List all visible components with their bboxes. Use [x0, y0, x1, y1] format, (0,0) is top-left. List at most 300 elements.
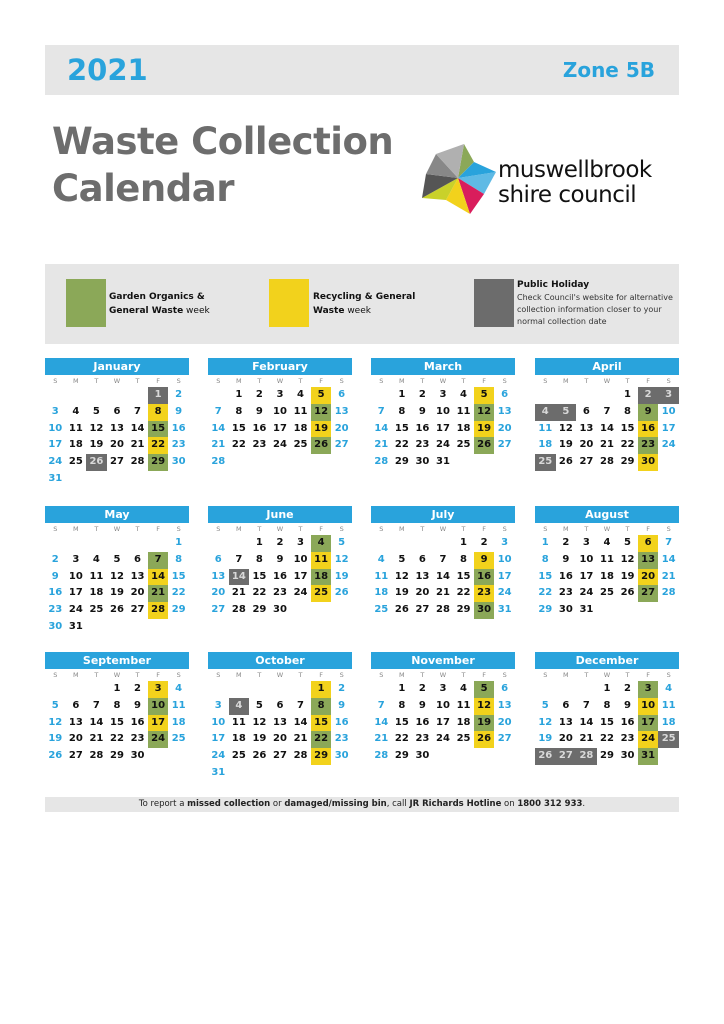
month-title: January — [45, 358, 189, 375]
day-cell: 27 — [130, 604, 145, 616]
weekday-label: T — [298, 377, 303, 385]
month-title: September — [45, 652, 189, 669]
header-bar — [45, 45, 679, 95]
day-cell: 9 — [338, 699, 346, 711]
day-cell: 19 — [252, 733, 267, 745]
day-cell: 10 — [68, 570, 83, 582]
month-title: June — [208, 506, 352, 523]
day-cell: 19 — [474, 715, 495, 732]
day-cell: 29 — [456, 604, 471, 616]
garden-swatch — [66, 279, 106, 327]
footer-bar — [45, 797, 679, 812]
weekday-label: S — [339, 377, 344, 385]
day-cell: 17 — [497, 570, 512, 582]
day-grid — [208, 681, 352, 782]
day-cell: 3 — [51, 405, 59, 417]
day-cell: 24 — [638, 731, 659, 748]
day-cell: 23 — [558, 587, 573, 599]
day-cell: 14 — [293, 716, 308, 728]
day-cell: 3 — [439, 389, 447, 400]
day-cell: 20 — [497, 716, 512, 728]
day-cell: 1 — [398, 389, 406, 400]
weekday-label: W — [603, 671, 611, 679]
day-cell: 17 — [661, 422, 676, 434]
day-cell: 19 — [334, 570, 349, 582]
weekday-label: S — [502, 377, 507, 385]
day-cell: 8 — [113, 699, 121, 711]
day-cell: 30 — [171, 456, 186, 468]
day-cell: 19 — [620, 570, 635, 582]
recycling-legend-text — [313, 290, 415, 318]
day-cell: 7 — [377, 405, 385, 417]
day-cell: 10 — [293, 553, 308, 565]
day-cell: 5 — [255, 699, 263, 711]
day-cell: 16 — [130, 716, 145, 728]
day-cell: 4 — [535, 404, 556, 421]
day-cell: 28 — [436, 604, 450, 616]
weekday-label: F — [482, 525, 486, 533]
weekday-label: W — [439, 671, 447, 679]
day-cell: 28 — [374, 750, 389, 762]
day-cell: 29 — [538, 604, 553, 616]
day-cell: 12 — [110, 570, 124, 582]
weekday-label: M — [73, 525, 79, 533]
day-cell: 31 — [497, 604, 512, 616]
day-grid — [535, 535, 679, 619]
day-cell: 20 — [638, 569, 659, 586]
weekday-label: T — [420, 377, 425, 385]
weekday-label: F — [156, 671, 160, 679]
weekday-label: W — [113, 377, 121, 385]
empty-cell — [66, 681, 87, 698]
day-cell: 15 — [600, 716, 614, 728]
holiday-swatch — [474, 279, 514, 327]
weekday-label: T — [298, 671, 303, 679]
day-cell: 22 — [538, 587, 553, 599]
day-cell: 23 — [171, 439, 186, 451]
day-cell: 5 — [541, 699, 549, 711]
day-cell: 12 — [538, 716, 553, 728]
day-cell: 31 — [68, 620, 83, 632]
weekday-label: M — [73, 671, 79, 679]
day-cell: 13 — [334, 405, 349, 417]
day-cell: 30 — [415, 750, 430, 762]
weekday-label: M — [236, 671, 242, 679]
day-cell: 9 — [255, 405, 263, 417]
weekday-label: T — [94, 525, 99, 533]
day-cell: 26 — [252, 750, 267, 762]
day-cell: 26 — [394, 604, 409, 616]
weekday-label: S — [216, 377, 221, 385]
day-cell: 6 — [582, 405, 590, 417]
day-cell: 4 — [377, 553, 385, 565]
day-cell: 29 — [600, 750, 614, 762]
weekday-label: W — [439, 525, 447, 533]
day-cell: 20 — [211, 587, 226, 599]
day-cell: 12 — [252, 716, 267, 728]
recycling-swatch — [269, 279, 309, 327]
day-cell: 23 — [252, 439, 267, 451]
weekday-header — [371, 669, 515, 681]
weekday-header — [371, 375, 515, 387]
day-cell: 2 — [276, 537, 284, 548]
day-cell: 9 — [638, 404, 659, 421]
day-cell: 13 — [68, 716, 83, 728]
weekday-label: S — [379, 671, 384, 679]
day-cell: 17 — [579, 570, 594, 582]
weekday-label: M — [73, 377, 79, 385]
empty-cell — [597, 387, 618, 404]
footer-text-2: or — [270, 799, 285, 809]
weekday-header — [535, 375, 679, 387]
recycling-legend-line-2-suffix: week — [344, 306, 371, 316]
zone-label: Zone 5B — [562, 58, 655, 82]
day-cell: 13 — [415, 570, 430, 582]
weekday-label: T — [420, 525, 425, 533]
holiday-legend-text — [517, 278, 673, 328]
month-august — [535, 506, 679, 619]
month-january — [45, 358, 189, 488]
day-grid — [535, 681, 679, 765]
weekday-label: S — [379, 525, 384, 533]
weekday-label: W — [603, 525, 611, 533]
day-cell: 11 — [231, 716, 246, 728]
weekday-label: F — [646, 525, 650, 533]
day-cell: 25 — [374, 604, 389, 616]
holiday-legend-line-3: normal collection date — [517, 317, 607, 326]
month-title: October — [208, 652, 352, 669]
weekday-label: F — [319, 671, 323, 679]
day-grid — [45, 535, 189, 636]
day-cell: 14 — [374, 422, 389, 434]
day-cell: 17 — [48, 439, 63, 451]
day-cell: 27 — [211, 604, 226, 616]
day-cell: 20 — [273, 733, 287, 745]
weekday-label: S — [379, 377, 384, 385]
day-grid — [371, 681, 515, 765]
day-cell: 31 — [579, 604, 594, 616]
day-cell: 22 — [311, 731, 332, 748]
day-cell: 15 — [538, 570, 553, 582]
day-cell: 15 — [171, 570, 186, 582]
day-cell: 13 — [558, 716, 573, 728]
day-cell: 24 — [293, 587, 308, 599]
day-cell: 3 — [582, 537, 590, 548]
weekday-header — [535, 669, 679, 681]
weekday-label: W — [276, 377, 284, 385]
day-cell: 14 — [579, 716, 594, 728]
day-cell: 6 — [134, 553, 142, 565]
day-cell: 25 — [535, 454, 556, 471]
day-cell: 31 — [211, 766, 226, 778]
footer-text-3: , call — [386, 799, 410, 809]
empty-cell — [576, 681, 597, 698]
empty-cell — [127, 535, 148, 552]
day-cell: 14 — [211, 422, 226, 434]
day-cell: 28 — [130, 456, 145, 468]
day-cell: 14 — [661, 553, 676, 565]
empty-cell — [535, 387, 556, 404]
day-cell: 1 — [541, 537, 549, 548]
day-cell: 2 — [338, 683, 346, 694]
day-cell: 9 — [474, 552, 495, 569]
day-cell: 10 — [436, 405, 450, 417]
empty-cell — [576, 387, 597, 404]
day-cell: 15 — [110, 716, 124, 728]
empty-cell — [556, 387, 577, 404]
day-cell: 26 — [311, 437, 332, 454]
day-cell: 23 — [334, 733, 349, 745]
day-cell: 16 — [334, 716, 349, 728]
day-cell: 15 — [394, 422, 409, 434]
recycling-legend-line-2: Waste — [313, 306, 345, 316]
weekday-header — [45, 375, 189, 387]
day-grid — [371, 387, 515, 471]
day-grid — [371, 535, 515, 619]
day-cell: 15 — [456, 570, 471, 582]
month-may — [45, 506, 189, 636]
day-cell: 18 — [311, 569, 332, 586]
day-cell: 28 — [293, 750, 308, 762]
day-cell: 6 — [638, 535, 659, 552]
day-cell: 22 — [394, 733, 409, 745]
weekday-label: F — [156, 525, 160, 533]
day-cell: 10 — [273, 405, 287, 417]
day-cell: 19 — [394, 587, 409, 599]
day-cell: 20 — [110, 439, 124, 451]
day-cell: 20 — [579, 439, 594, 451]
empty-cell — [290, 681, 311, 698]
day-cell: 25 — [311, 585, 332, 602]
day-cell: 13 — [497, 405, 512, 417]
month-july — [371, 506, 515, 619]
day-cell: 20 — [334, 422, 349, 434]
day-cell: 7 — [235, 553, 243, 565]
weekday-label: T — [625, 525, 630, 533]
day-cell: 12 — [394, 570, 409, 582]
day-cell: 11 — [661, 699, 676, 711]
day-cell: 3 — [276, 389, 284, 400]
day-cell: 13 — [497, 699, 512, 711]
day-cell: 3 — [501, 537, 509, 548]
day-cell: 12 — [620, 553, 635, 565]
day-cell: 30 — [558, 604, 573, 616]
day-cell: 24 — [148, 731, 169, 748]
day-cell: 30 — [334, 750, 349, 762]
month-february — [208, 358, 352, 471]
weekday-label: T — [135, 525, 140, 533]
day-cell: 17 — [211, 733, 226, 745]
weekday-header — [45, 523, 189, 535]
day-cell: 24 — [661, 439, 676, 451]
day-cell: 19 — [48, 733, 63, 745]
day-cell: 24 — [436, 439, 450, 451]
day-cell: 13 — [130, 570, 145, 582]
weekday-label: M — [399, 671, 405, 679]
day-cell: 2 — [51, 553, 59, 565]
day-cell: 15 — [148, 421, 169, 438]
weekday-label: W — [113, 525, 121, 533]
weekday-label: T — [461, 671, 466, 679]
holiday-legend-line-2: collection information closer to your — [517, 305, 662, 314]
day-cell: 23 — [415, 733, 430, 745]
day-cell: 8 — [148, 404, 169, 421]
day-cell: 24 — [211, 750, 226, 762]
weekday-label: S — [502, 525, 507, 533]
weekday-label: S — [176, 377, 181, 385]
day-cell: 26 — [535, 748, 556, 765]
day-cell: 18 — [231, 733, 246, 745]
empty-cell — [412, 535, 433, 552]
day-cell: 1 — [603, 683, 611, 694]
weekday-label: M — [236, 377, 242, 385]
day-cell: 2 — [255, 389, 263, 400]
day-cell: 19 — [538, 733, 553, 745]
day-cell: 25 — [89, 604, 104, 616]
weekday-header — [208, 523, 352, 535]
day-cell: 22 — [456, 587, 471, 599]
weekday-label: S — [666, 377, 671, 385]
day-cell: 31 — [48, 472, 63, 484]
day-cell: 20 — [68, 733, 83, 745]
council-logo — [418, 142, 678, 214]
month-title: February — [208, 358, 352, 375]
day-cell: 23 — [415, 439, 430, 451]
day-cell: 11 — [311, 552, 332, 569]
day-cell: 30 — [273, 604, 287, 616]
day-cell: 12 — [334, 553, 349, 565]
day-cell: 23 — [48, 604, 63, 616]
day-cell: 12 — [311, 404, 332, 421]
day-cell: 13 — [638, 552, 659, 569]
day-cell: 25 — [171, 733, 186, 745]
day-cell: 8 — [603, 699, 611, 711]
weekday-header — [208, 669, 352, 681]
day-cell: 7 — [134, 405, 142, 417]
empty-cell — [208, 681, 229, 698]
day-cell: 18 — [171, 716, 186, 728]
day-cell: 28 — [374, 456, 389, 468]
weekday-label: W — [276, 525, 284, 533]
day-cell: 19 — [89, 439, 104, 451]
weekday-label: S — [543, 525, 548, 533]
day-cell: 2 — [134, 683, 142, 694]
weekday-label: S — [53, 671, 58, 679]
day-cell: 5 — [51, 699, 59, 711]
day-cell: 1 — [255, 537, 263, 548]
day-cell: 29 — [148, 454, 169, 471]
day-cell: 11 — [89, 570, 104, 582]
day-cell: 21 — [293, 733, 308, 745]
garden-legend-line-2: General Waste — [109, 306, 184, 316]
day-cell: 26 — [86, 454, 107, 471]
day-cell: 4 — [311, 535, 332, 552]
day-cell: 22 — [252, 587, 267, 599]
day-cell: 14 — [600, 422, 614, 434]
garden-legend-line-1: Garden Organics & — [109, 292, 205, 302]
day-cell: 1 — [311, 681, 332, 698]
month-title: May — [45, 506, 189, 523]
day-grid — [535, 387, 679, 471]
day-cell: 18 — [661, 716, 676, 728]
day-grid — [45, 681, 189, 765]
day-cell: 2 — [638, 387, 659, 404]
day-cell: 16 — [48, 587, 63, 599]
day-cell: 18 — [293, 422, 308, 434]
weekday-label: S — [339, 525, 344, 533]
month-title: March — [371, 358, 515, 375]
day-cell: 13 — [110, 422, 124, 434]
day-cell: 7 — [603, 405, 611, 417]
day-cell: 27 — [556, 748, 577, 765]
empty-cell — [45, 535, 66, 552]
council-name — [498, 158, 652, 208]
month-title: December — [535, 652, 679, 669]
day-cell: 27 — [497, 733, 512, 745]
day-cell: 24 — [497, 587, 512, 599]
day-cell: 27 — [273, 750, 287, 762]
day-cell: 14 — [436, 570, 450, 582]
day-cell: 30 — [48, 620, 63, 632]
day-cell: 16 — [620, 716, 635, 728]
day-cell: 10 — [211, 716, 226, 728]
garden-legend-text — [109, 290, 210, 318]
recycling-legend-line-1: Recycling & General — [313, 292, 416, 302]
holiday-legend-title: Public Holiday — [517, 280, 590, 290]
day-cell: 16 — [638, 421, 659, 438]
day-cell: 18 — [600, 570, 614, 582]
day-cell: 28 — [211, 456, 226, 468]
day-cell: 4 — [72, 405, 80, 417]
day-cell: 7 — [148, 552, 169, 569]
weekday-label: M — [399, 525, 405, 533]
day-cell: 26 — [334, 587, 349, 599]
garden-legend-line-2-suffix: week — [183, 306, 210, 316]
title-line-2: Calendar — [52, 167, 234, 210]
day-cell: 10 — [436, 699, 450, 711]
weekday-label: F — [156, 377, 160, 385]
day-cell: 9 — [51, 570, 59, 582]
weekday-label: M — [563, 671, 569, 679]
day-cell: 7 — [214, 405, 222, 417]
day-cell: 6 — [113, 405, 121, 417]
day-cell: 14 — [89, 716, 104, 728]
council-star-icon — [418, 142, 498, 214]
day-cell: 25 — [456, 439, 471, 451]
day-cell: 16 — [415, 422, 430, 434]
day-cell: 23 — [130, 733, 145, 745]
empty-cell — [86, 387, 107, 404]
day-cell: 8 — [235, 405, 243, 417]
day-grid — [208, 535, 352, 619]
day-cell: 25 — [68, 456, 83, 468]
day-cell: 30 — [130, 750, 145, 762]
weekday-label: W — [439, 377, 447, 385]
empty-cell — [86, 681, 107, 698]
day-cell: 1 — [624, 389, 632, 400]
day-cell: 29 — [171, 604, 186, 616]
weekday-label: M — [399, 377, 405, 385]
day-cell: 17 — [273, 422, 287, 434]
day-cell: 22 — [620, 439, 635, 451]
day-cell: 10 — [48, 422, 63, 434]
day-cell: 22 — [110, 733, 124, 745]
month-title: August — [535, 506, 679, 523]
day-cell: 9 — [562, 553, 570, 565]
day-cell: 21 — [231, 587, 246, 599]
day-cell: 1 — [398, 683, 406, 694]
day-cell: 4 — [460, 683, 468, 694]
